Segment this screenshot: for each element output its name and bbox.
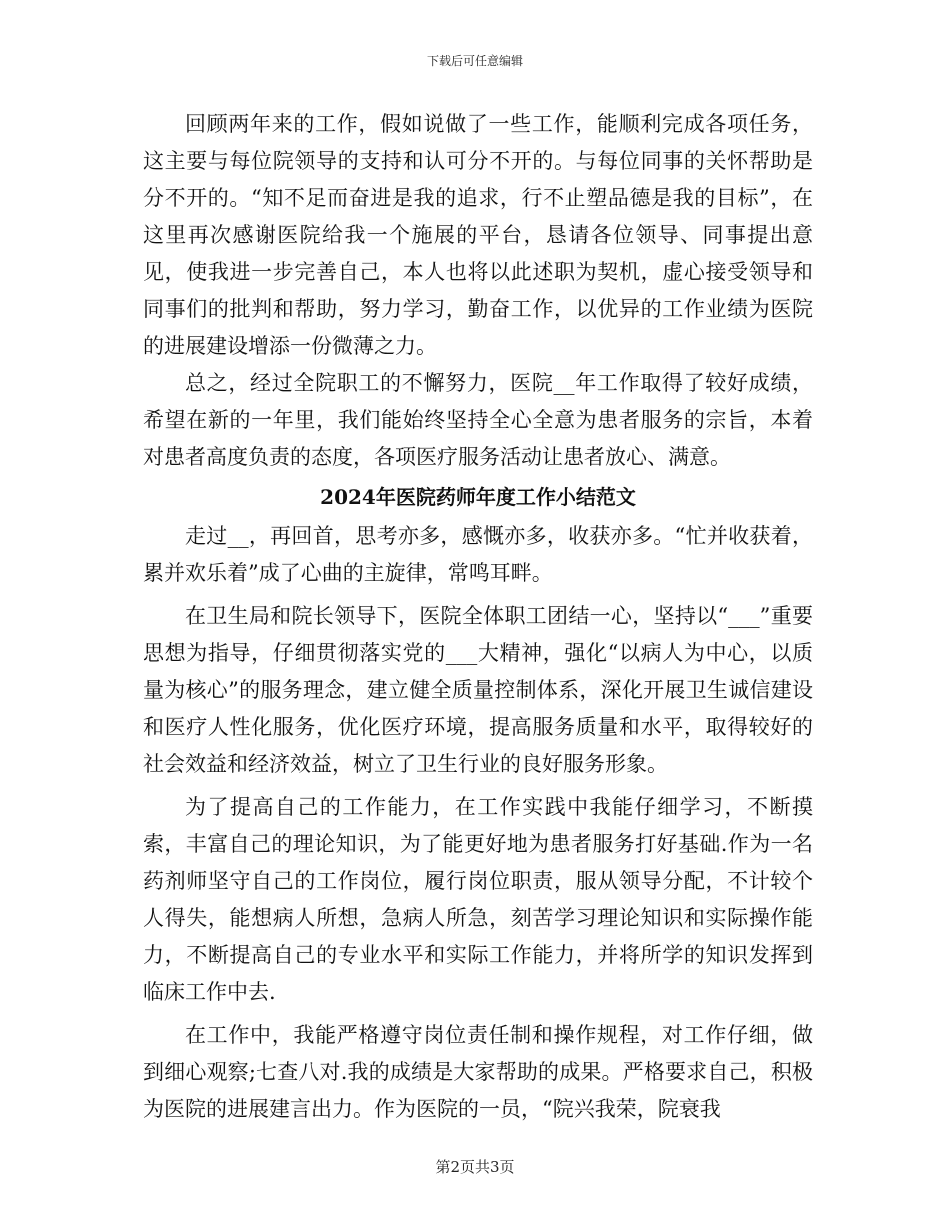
paragraph-leadership: 在卫生局和院长领导下，医院全体职工团结一心，坚持以“___”重要思想为指导，仔细贯彻落实党的___大精神，强化“以病人为中心，以质量为核心”的服务理念，建立健全质量控制体系，深化开展卫生诚信建设和医疗人性化服务，优化医疗环境，提高服务质量和水平，取得较好的社会效益和经济效益，树立了卫生行业的良好服务形象。 — [143, 604, 813, 776]
section-title: 2024年医院药师年度工作小结范文 — [320, 485, 636, 509]
page-number: 第2页共3页 — [435, 1158, 515, 1176]
paragraph-summary: 总之，经过全院职工的不懈努力，医院__年工作取得了较好成绩，希望在新的一年里，我们能始终坚持全心全意为患者服务的宗旨，本着对患者高度负责的态度，各项医疗服务活动让患者放心、满意。 — [143, 371, 813, 469]
paragraph-ability: 为了提高自己的工作能力，在工作实践中我能仔细学习，不断摸索，丰富自己的理论知识，为了能更好地为患者服务打好基础.作为一名药剂师坚守自己的工作岗位，履行岗位职责，服从领导分配，不计较个人得失，能想病人所想，急病人所急，刻苦学习理论知识和实际操作能力，不断提高自己的专业水平和实际工作能力，并将所学的知识发挥到临床工作中去. — [143, 795, 813, 1004]
page-header-note: 下载后可任意编辑 — [426, 54, 523, 68]
paragraph-intro: 走过__，再回首，思考亦多，感慨亦多，收获亦多。“忙并收获着，累并欢乐着”成了心曲的主旋律，常鸣耳畔。 — [143, 524, 813, 585]
paragraph-work: 在工作中，我能严格遵守岗位责任制和操作规程，对工作仔细，做到细心观察;七查八对.我的成绩是大家帮助的成果。严格要求自己，积极为医院的进展建言出力。作为医院的一员，“院兴我荣，院衰我 — [143, 1023, 813, 1121]
paragraph-review: 回顾两年来的工作，假如说做了一些工作，能顺利完成各项任务，这主要与每位院领导的支持和认可分不开的。与每位同事的关怀帮助是分不开的。“知不足而奋进是我的追求，行不止塑品德是我的目标”，在这里再次感谢医院给我一个施展的平台，恳请各位领导、同事提出意见，使我进一步完善自己，本人也将以此述职为契机，虚心接受领导和同事们的批判和帮助，努力学习，勤奋工作，以优异的工作业绩为医院的进展建设增添一份微薄之力。 — [143, 112, 813, 358]
document-body — [143, 106, 813, 1128]
